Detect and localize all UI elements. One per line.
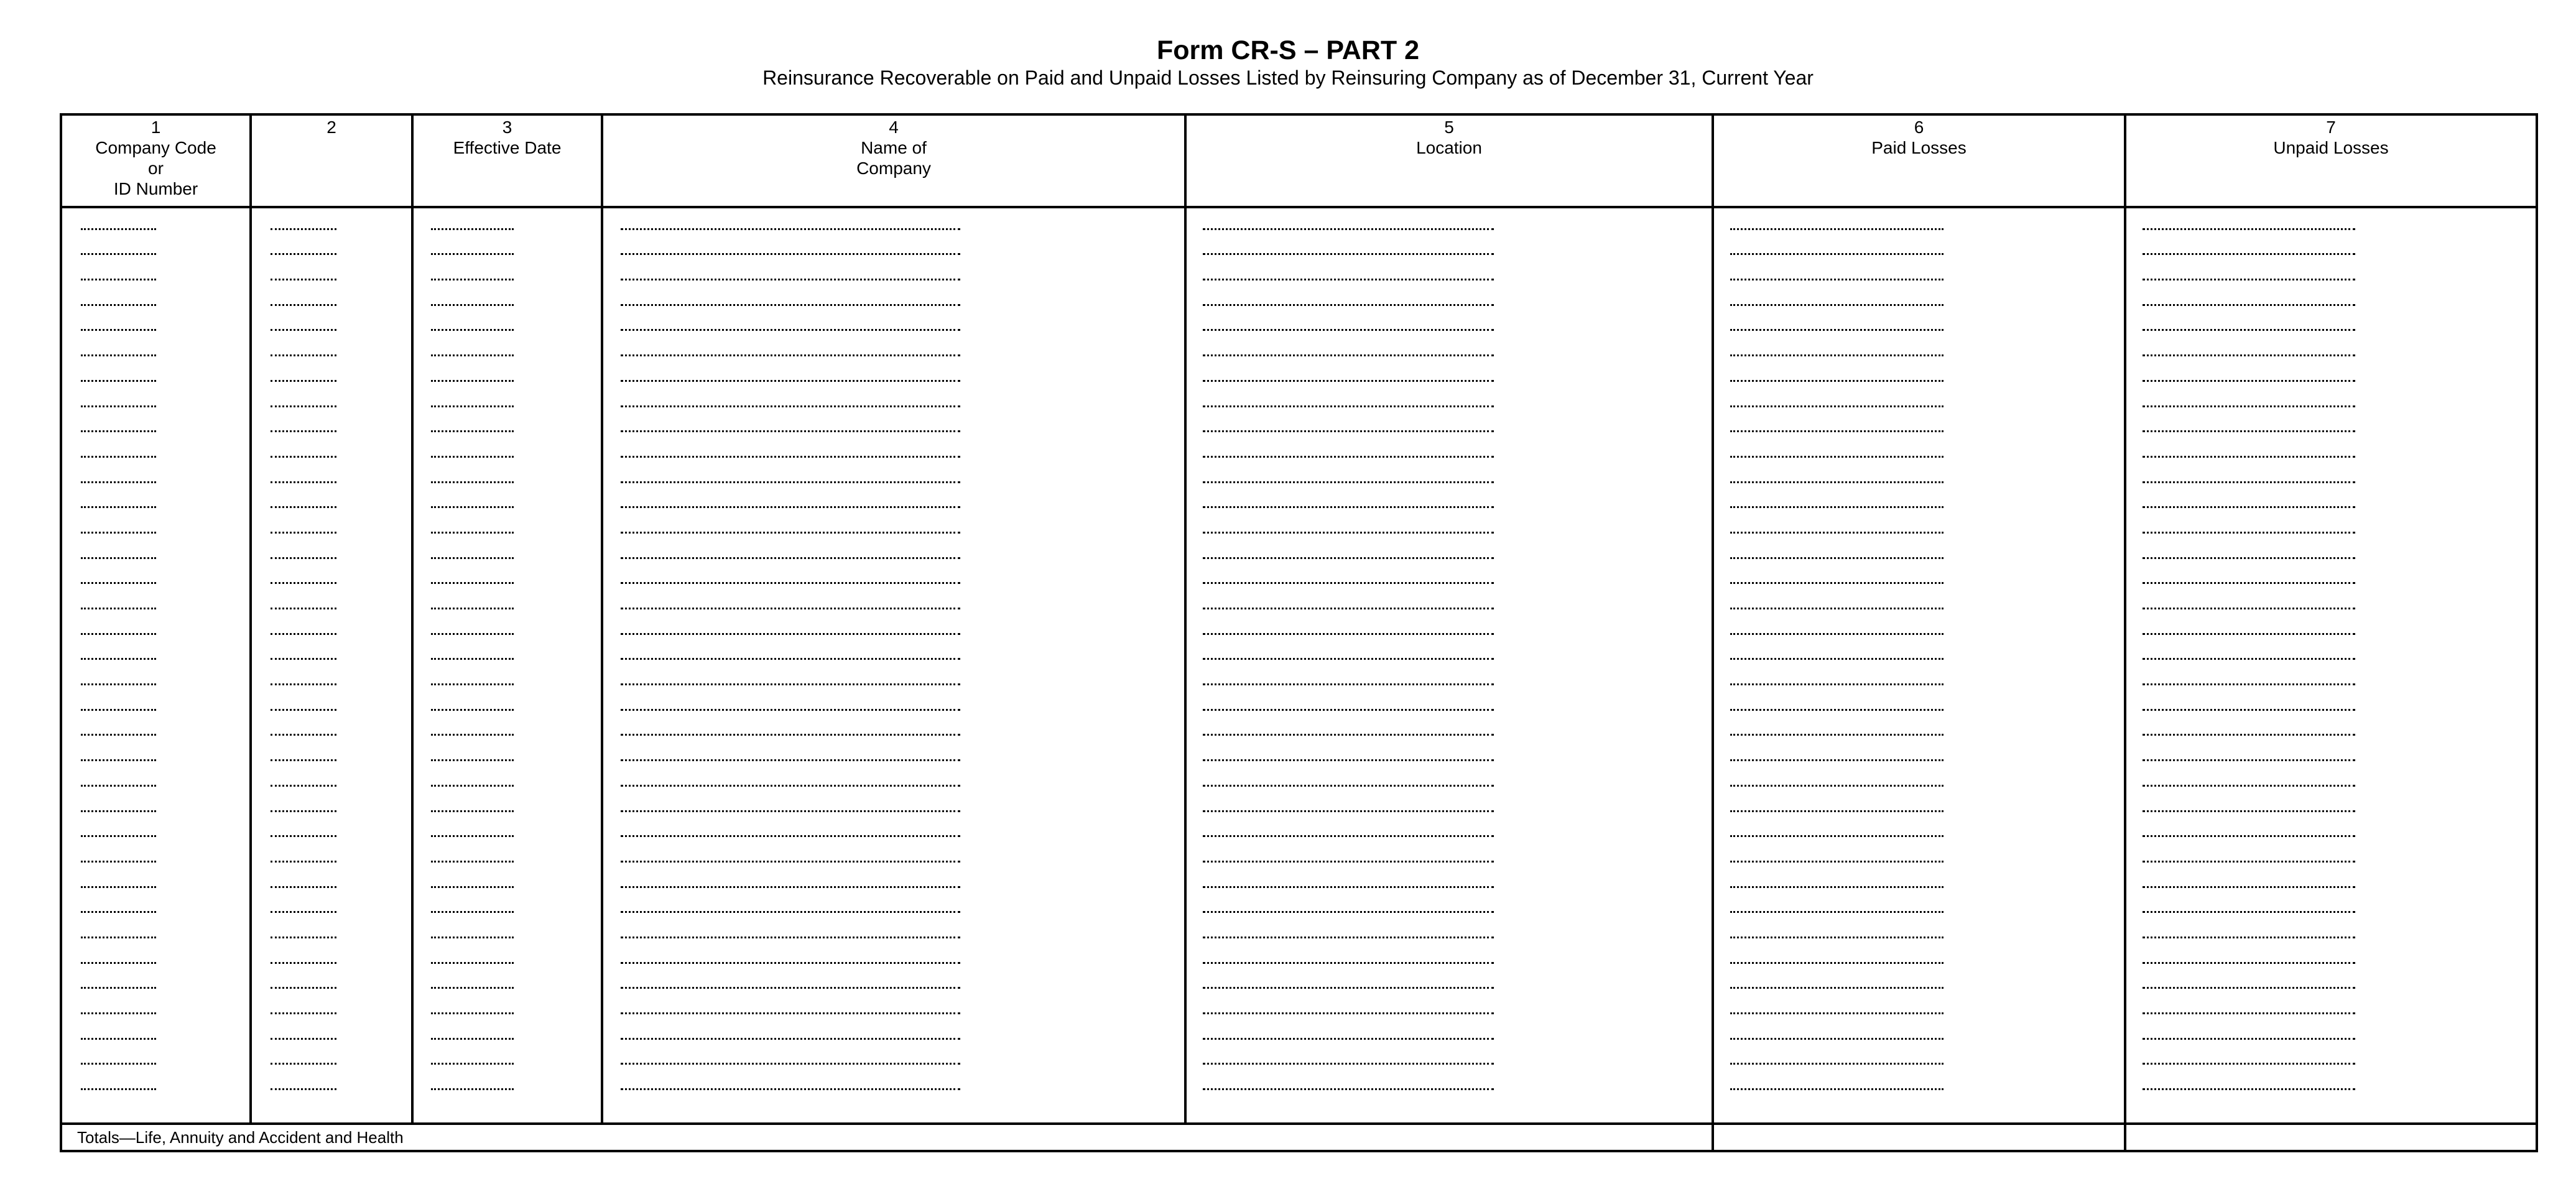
entry-line[interactable] xyxy=(1203,770,1494,795)
entry-line[interactable] xyxy=(621,542,960,568)
entry-line[interactable] xyxy=(1203,846,1494,871)
entry-line[interactable] xyxy=(81,568,156,593)
entry-line[interactable] xyxy=(271,719,336,745)
entry-line[interactable] xyxy=(431,340,514,365)
entry-line[interactable] xyxy=(621,694,960,719)
entry-line[interactable] xyxy=(2143,997,2355,1023)
entry-line[interactable] xyxy=(2143,846,2355,871)
entry-line[interactable] xyxy=(81,795,156,821)
column-label-line: ID Number xyxy=(113,179,198,198)
entry-line[interactable] xyxy=(1203,416,1494,442)
entry-line[interactable] xyxy=(81,897,156,922)
entry-line[interactable] xyxy=(81,492,156,517)
entry-line[interactable] xyxy=(271,618,336,644)
entry-line[interactable] xyxy=(1203,441,1494,466)
entry-line[interactable] xyxy=(271,239,336,264)
entry-line[interactable] xyxy=(1203,492,1494,517)
column-label-line: Paid Losses xyxy=(1871,138,1967,157)
entry-line[interactable] xyxy=(271,213,336,239)
entry-line[interactable] xyxy=(2143,973,2355,998)
column-header-6 xyxy=(1713,114,2125,207)
entry-line[interactable] xyxy=(621,416,960,442)
entry-line[interactable] xyxy=(431,694,514,719)
entry-line[interactable] xyxy=(2143,441,2355,466)
entry-line[interactable] xyxy=(621,922,960,947)
entry-line[interactable] xyxy=(431,517,514,542)
entry-line[interactable] xyxy=(81,997,156,1023)
entry-line[interactable] xyxy=(621,289,960,315)
entry-line[interactable] xyxy=(621,821,960,846)
entry-line[interactable] xyxy=(81,542,156,568)
entry-line[interactable] xyxy=(1203,669,1494,694)
entry-line[interactable] xyxy=(1730,492,1944,517)
entry-line[interactable] xyxy=(431,1023,514,1048)
entry-area xyxy=(61,207,2537,1124)
entry-line[interactable] xyxy=(271,492,336,517)
entry-line[interactable] xyxy=(1730,517,1944,542)
form-title: Form CR-S – PART 2 xyxy=(1156,35,1420,65)
entry-line[interactable] xyxy=(1730,719,1944,745)
entry-line[interactable] xyxy=(271,795,336,821)
entry-line[interactable] xyxy=(1730,568,1944,593)
entry-line[interactable] xyxy=(621,593,960,618)
column-entries-2 xyxy=(251,207,412,1124)
entry-line[interactable] xyxy=(271,744,336,770)
entry-line[interactable] xyxy=(1730,871,1944,897)
entry-line[interactable] xyxy=(271,997,336,1023)
entry-line[interactable] xyxy=(81,416,156,442)
entry-line[interactable] xyxy=(271,694,336,719)
entry-line[interactable] xyxy=(81,821,156,846)
entry-line[interactable] xyxy=(1203,593,1494,618)
entry-line[interactable] xyxy=(621,719,960,745)
entry-line[interactable] xyxy=(621,770,960,795)
entry-line[interactable] xyxy=(1730,542,1944,568)
entry-line[interactable] xyxy=(1203,466,1494,492)
entry-line[interactable] xyxy=(1203,239,1494,264)
entry-line[interactable] xyxy=(271,340,336,365)
entry-line[interactable] xyxy=(621,239,960,264)
entry-line[interactable] xyxy=(621,846,960,871)
column-number: 1 xyxy=(151,118,161,137)
entry-line[interactable] xyxy=(1730,239,1944,264)
entry-line[interactable] xyxy=(1730,593,1944,618)
entry-line[interactable] xyxy=(1203,744,1494,770)
column-header-5 xyxy=(1185,114,1713,207)
entry-line[interactable] xyxy=(431,795,514,821)
entry-line[interactable] xyxy=(431,264,514,289)
entry-line[interactable] xyxy=(1730,365,1944,391)
entry-line[interactable] xyxy=(2143,821,2355,846)
entry-line[interactable] xyxy=(81,365,156,391)
entry-line[interactable] xyxy=(621,644,960,669)
column-entries-4 xyxy=(602,207,1185,1124)
entry-line[interactable] xyxy=(81,213,156,239)
entry-line[interactable] xyxy=(431,922,514,947)
entry-line[interactable] xyxy=(1203,871,1494,897)
entry-line[interactable] xyxy=(431,846,514,871)
entry-line[interactable] xyxy=(1730,770,1944,795)
entry-line[interactable] xyxy=(431,770,514,795)
entry-line[interactable] xyxy=(431,213,514,239)
entry-line[interactable] xyxy=(1730,694,1944,719)
entry-line[interactable] xyxy=(271,568,336,593)
entry-line[interactable] xyxy=(621,973,960,998)
entry-line[interactable] xyxy=(1203,315,1494,340)
entry-line[interactable] xyxy=(2143,770,2355,795)
entry-line[interactable] xyxy=(271,669,336,694)
entry-line[interactable] xyxy=(621,365,960,391)
entry-line[interactable] xyxy=(81,391,156,416)
entry-line[interactable] xyxy=(2143,644,2355,669)
entry-line[interactable] xyxy=(81,264,156,289)
entry-line[interactable] xyxy=(2143,1048,2355,1074)
entry-line[interactable] xyxy=(621,618,960,644)
entry-line[interactable] xyxy=(431,239,514,264)
entry-line[interactable] xyxy=(81,770,156,795)
entry-line[interactable] xyxy=(271,922,336,947)
entry-line[interactable] xyxy=(1730,1023,1944,1048)
entry-line[interactable] xyxy=(1203,542,1494,568)
entry-line[interactable] xyxy=(2143,213,2355,239)
entry-line[interactable] xyxy=(1730,441,1944,466)
entry-line[interactable] xyxy=(271,416,336,442)
entry-line[interactable] xyxy=(1730,821,1944,846)
column-entries-1 xyxy=(61,207,251,1124)
entry-line[interactable] xyxy=(271,466,336,492)
entry-line[interactable] xyxy=(1730,391,1944,416)
entry-line[interactable] xyxy=(2143,618,2355,644)
entry-line[interactable] xyxy=(271,973,336,998)
entry-line[interactable] xyxy=(621,441,960,466)
entry-line[interactable] xyxy=(271,897,336,922)
entry-line[interactable] xyxy=(1203,897,1494,922)
entry-line[interactable] xyxy=(431,744,514,770)
entry-line[interactable] xyxy=(1203,517,1494,542)
entry-line[interactable] xyxy=(621,669,960,694)
entry-line[interactable] xyxy=(1730,973,1944,998)
entry-line[interactable] xyxy=(1203,1023,1494,1048)
entry-line[interactable] xyxy=(621,466,960,492)
entry-line[interactable] xyxy=(1203,795,1494,821)
entry-line[interactable] xyxy=(1203,289,1494,315)
entry-line[interactable] xyxy=(271,947,336,973)
entry-line[interactable] xyxy=(271,441,336,466)
entry-line[interactable] xyxy=(431,492,514,517)
entry-line[interactable] xyxy=(1203,1073,1494,1099)
entry-line[interactable] xyxy=(2143,795,2355,821)
entry-line[interactable] xyxy=(2143,542,2355,568)
column-header-3 xyxy=(412,114,602,207)
column-number: 2 xyxy=(327,118,336,137)
entry-line[interactable] xyxy=(2143,416,2355,442)
entry-line[interactable] xyxy=(431,871,514,897)
entry-line[interactable] xyxy=(621,795,960,821)
entry-line[interactable] xyxy=(431,391,514,416)
table-header-row xyxy=(61,114,2537,207)
column-entries-3 xyxy=(412,207,602,1124)
entry-line[interactable] xyxy=(81,694,156,719)
entry-line[interactable] xyxy=(431,542,514,568)
entry-line[interactable] xyxy=(1203,922,1494,947)
column-number: 6 xyxy=(1914,118,1924,137)
entry-line[interactable] xyxy=(1203,997,1494,1023)
entry-line[interactable] xyxy=(621,897,960,922)
entry-line[interactable] xyxy=(271,821,336,846)
entry-line[interactable] xyxy=(621,391,960,416)
entry-line[interactable] xyxy=(2143,391,2355,416)
entry-line[interactable] xyxy=(271,391,336,416)
entry-line[interactable] xyxy=(621,315,960,340)
entry-line[interactable] xyxy=(1203,213,1494,239)
entry-line[interactable] xyxy=(2143,694,2355,719)
entry-line[interactable] xyxy=(2143,593,2355,618)
entry-line[interactable] xyxy=(2143,922,2355,947)
entry-line[interactable] xyxy=(1730,947,1944,973)
entry-line[interactable] xyxy=(621,568,960,593)
entry-line[interactable] xyxy=(431,997,514,1023)
entry-line[interactable] xyxy=(1730,416,1944,442)
entry-line[interactable] xyxy=(2143,947,2355,973)
entry-line[interactable] xyxy=(2143,466,2355,492)
entry-line[interactable] xyxy=(271,264,336,289)
entry-line[interactable] xyxy=(271,1048,336,1074)
entry-line[interactable] xyxy=(1203,719,1494,745)
entry-line[interactable] xyxy=(81,947,156,973)
entry-line[interactable] xyxy=(1730,897,1944,922)
column-number: 7 xyxy=(2326,118,2336,137)
entry-line[interactable] xyxy=(271,644,336,669)
entry-line[interactable] xyxy=(2143,517,2355,542)
entry-line[interactable] xyxy=(1203,821,1494,846)
entry-line[interactable] xyxy=(621,492,960,517)
entry-line[interactable] xyxy=(2143,239,2355,264)
column-label-line: Unpaid Losses xyxy=(2273,138,2389,157)
entry-line[interactable] xyxy=(81,618,156,644)
entry-line[interactable] xyxy=(271,365,336,391)
entry-line[interactable] xyxy=(2143,744,2355,770)
entry-line[interactable] xyxy=(431,947,514,973)
column-label-line: Name of xyxy=(861,138,927,157)
entry-line[interactable] xyxy=(2143,1023,2355,1048)
entry-line[interactable] xyxy=(271,517,336,542)
entry-line[interactable] xyxy=(1730,997,1944,1023)
entry-line[interactable] xyxy=(621,997,960,1023)
entry-line[interactable] xyxy=(621,1048,960,1074)
column-number: 4 xyxy=(889,118,899,137)
entry-line[interactable] xyxy=(621,517,960,542)
entry-line[interactable] xyxy=(1203,1048,1494,1074)
entry-line[interactable] xyxy=(1730,213,1944,239)
entry-line[interactable] xyxy=(2143,492,2355,517)
totals-label: Totals—Life, Annuity and Accident and Health xyxy=(61,1124,1713,1151)
entry-line[interactable] xyxy=(431,821,514,846)
entry-line[interactable] xyxy=(81,1048,156,1074)
entry-line[interactable] xyxy=(271,846,336,871)
column-header-4 xyxy=(602,114,1185,207)
entry-line[interactable] xyxy=(1203,618,1494,644)
entry-line[interactable] xyxy=(81,719,156,745)
entry-line[interactable] xyxy=(1730,846,1944,871)
entry-line[interactable] xyxy=(2143,719,2355,745)
entry-line[interactable] xyxy=(431,719,514,745)
entry-line[interactable] xyxy=(81,593,156,618)
entry-line[interactable] xyxy=(431,289,514,315)
entry-line[interactable] xyxy=(1730,1048,1944,1074)
entry-line[interactable] xyxy=(81,466,156,492)
entry-line[interactable] xyxy=(1730,315,1944,340)
entry-line[interactable] xyxy=(1730,264,1944,289)
entry-line[interactable] xyxy=(431,973,514,998)
entry-line[interactable] xyxy=(1730,340,1944,365)
entry-line[interactable] xyxy=(1730,795,1944,821)
entry-line[interactable] xyxy=(431,416,514,442)
entry-line[interactable] xyxy=(621,1023,960,1048)
entry-line[interactable] xyxy=(1730,618,1944,644)
entry-line[interactable] xyxy=(271,770,336,795)
entry-line[interactable] xyxy=(2143,264,2355,289)
reinsurance-table xyxy=(60,113,2538,1152)
entry-line[interactable] xyxy=(431,897,514,922)
entry-line[interactable] xyxy=(271,542,336,568)
entry-line[interactable] xyxy=(621,871,960,897)
entry-line[interactable] xyxy=(621,340,960,365)
entry-line[interactable] xyxy=(1203,973,1494,998)
entry-line[interactable] xyxy=(81,315,156,340)
entry-line[interactable] xyxy=(431,618,514,644)
entry-line[interactable] xyxy=(81,973,156,998)
entry-line[interactable] xyxy=(431,365,514,391)
entry-line[interactable] xyxy=(1203,568,1494,593)
entry-line[interactable] xyxy=(621,947,960,973)
entry-line[interactable] xyxy=(1730,1073,1944,1099)
entry-line[interactable] xyxy=(621,264,960,289)
entry-line[interactable] xyxy=(431,1073,514,1099)
entry-line[interactable] xyxy=(81,922,156,947)
entry-line[interactable] xyxy=(81,644,156,669)
entry-line[interactable] xyxy=(271,1073,336,1099)
entry-line[interactable] xyxy=(271,289,336,315)
entry-line[interactable] xyxy=(81,1073,156,1099)
entry-line[interactable] xyxy=(1203,264,1494,289)
entry-line[interactable] xyxy=(431,441,514,466)
column-label-line: Company Code xyxy=(95,138,216,157)
entry-line[interactable] xyxy=(431,644,514,669)
entry-line[interactable] xyxy=(431,669,514,694)
entry-line[interactable] xyxy=(1203,365,1494,391)
column-label-line: Effective Date xyxy=(453,138,562,157)
column-number: 3 xyxy=(502,118,512,137)
entry-line[interactable] xyxy=(81,1023,156,1048)
entry-line[interactable] xyxy=(1203,340,1494,365)
totals-unpaid-losses-cell[interactable] xyxy=(2125,1124,2537,1151)
entry-line[interactable] xyxy=(1730,922,1944,947)
entry-line[interactable] xyxy=(271,1023,336,1048)
totals-paid-losses-cell[interactable] xyxy=(1713,1124,2125,1151)
column-header-7 xyxy=(2125,114,2537,207)
column-entries-5 xyxy=(1185,207,1713,1124)
entry-line[interactable] xyxy=(2143,669,2355,694)
entry-line[interactable] xyxy=(81,669,156,694)
entry-line[interactable] xyxy=(81,441,156,466)
entry-line[interactable] xyxy=(1203,694,1494,719)
entry-line[interactable] xyxy=(1203,947,1494,973)
entry-line[interactable] xyxy=(431,568,514,593)
entry-line[interactable] xyxy=(1203,391,1494,416)
column-header-1 xyxy=(61,114,251,207)
entry-line[interactable] xyxy=(1730,644,1944,669)
entry-line[interactable] xyxy=(81,340,156,365)
entry-line[interactable] xyxy=(1730,744,1944,770)
entry-line[interactable] xyxy=(621,213,960,239)
entry-line[interactable] xyxy=(621,1073,960,1099)
column-label-line: Company xyxy=(856,159,931,178)
entry-line[interactable] xyxy=(431,593,514,618)
entry-line[interactable] xyxy=(81,744,156,770)
entry-line[interactable] xyxy=(431,1048,514,1074)
entry-line[interactable] xyxy=(431,466,514,492)
entry-line[interactable] xyxy=(81,871,156,897)
entry-line[interactable] xyxy=(81,517,156,542)
entry-line[interactable] xyxy=(621,744,960,770)
column-entries-7 xyxy=(2125,207,2537,1124)
column-header-2 xyxy=(251,114,412,207)
entry-line[interactable] xyxy=(271,593,336,618)
column-label-line: Location xyxy=(1416,138,1482,157)
entry-line[interactable] xyxy=(431,315,514,340)
entry-line[interactable] xyxy=(2143,289,2355,315)
entry-line[interactable] xyxy=(271,315,336,340)
entry-line[interactable] xyxy=(2143,568,2355,593)
entry-line[interactable] xyxy=(81,239,156,264)
entry-line[interactable] xyxy=(1730,669,1944,694)
entry-line[interactable] xyxy=(271,871,336,897)
column-number: 5 xyxy=(1444,118,1454,137)
entry-line[interactable] xyxy=(2143,897,2355,922)
entry-line[interactable] xyxy=(2143,871,2355,897)
entry-line[interactable] xyxy=(1730,466,1944,492)
totals-row xyxy=(61,1124,2537,1151)
column-label-line: or xyxy=(148,159,164,178)
entry-line[interactable] xyxy=(1730,289,1944,315)
entry-line[interactable] xyxy=(1203,644,1494,669)
entry-line[interactable] xyxy=(2143,1073,2355,1099)
entry-line[interactable] xyxy=(81,289,156,315)
entry-line[interactable] xyxy=(2143,315,2355,340)
entry-line[interactable] xyxy=(2143,340,2355,365)
column-entries-6 xyxy=(1713,207,2125,1124)
entry-line[interactable] xyxy=(81,846,156,871)
entry-line[interactable] xyxy=(2143,365,2355,391)
form-subtitle: Reinsurance Recoverable on Paid and Unpaid Losses Listed by Reinsuring Company as of December 31, Current Year xyxy=(762,67,1814,89)
